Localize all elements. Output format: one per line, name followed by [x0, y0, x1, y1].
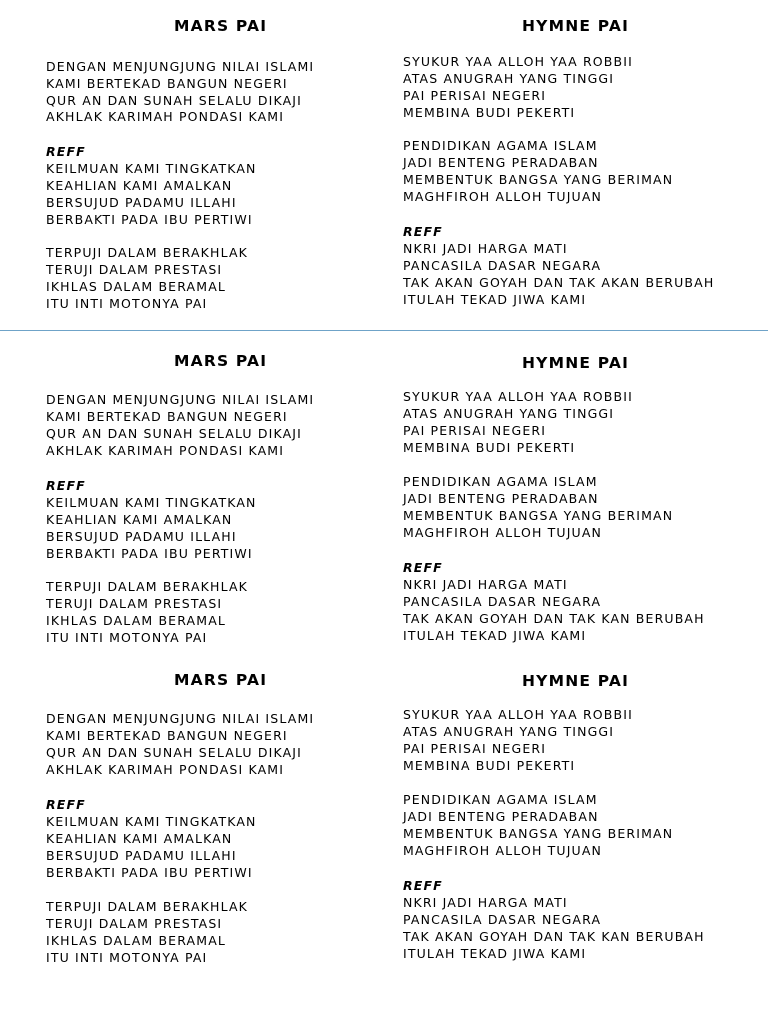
lyric-line: KAMI BERTEKAD BANGUN NEGERI: [46, 76, 288, 91]
lyric-line: MEMBINA BUDI PEKERTI: [403, 105, 576, 120]
lyric-line: SYUKUR YAA ALLOH YAA ROBBII: [403, 54, 633, 69]
lyric-line: ITU INTI MOTONYA PAI: [46, 296, 208, 311]
lyric-line: NKRI JADI HARGA MATI: [403, 241, 568, 256]
lyric-line: ATAS ANUGRAH YANG TINGGI: [403, 71, 615, 86]
lyric-line: KEAHLIAN KAMI AMALKAN: [46, 831, 233, 846]
lyric-line: PENDIDIKAN AGAMA ISLAM: [403, 792, 598, 807]
lyric-line: SYUKUR YAA ALLOH YAA ROBBII: [403, 389, 633, 404]
lyric-line: MAGHFIROH ALLOH TUJUAN: [403, 525, 603, 540]
lyric-line: ATAS ANUGRAH YANG TINGGI: [403, 406, 615, 421]
lyric-line: PANCASILA DASAR NEGARA: [403, 594, 602, 609]
lyric-line: KEAHLIAN KAMI AMALKAN: [46, 178, 233, 193]
lyric-line: PANCASILA DASAR NEGARA: [403, 258, 602, 273]
lyric-line: QUR AN DAN SUNAH SELALU DIKAJI: [46, 745, 302, 760]
reff-label: REFF: [403, 878, 443, 893]
lyric-line: TAK AKAN GOYAH DAN TAK KAN BERUBAH: [403, 929, 705, 944]
lyric-line: TERPUJI DALAM BERAKHLAK: [46, 579, 249, 594]
lyric-line: QUR AN DAN SUNAH SELALU DIKAJI: [46, 426, 302, 441]
lyric-line: TERPUJI DALAM BERAKHLAK: [46, 899, 249, 914]
hymne-title: HYMNE PAI: [522, 17, 630, 35]
lyric-line: IKHLAS DALAM BERAMAL: [46, 613, 227, 628]
lyric-line: MEMBINA BUDI PEKERTI: [403, 758, 576, 773]
lyric-line: TERPUJI DALAM BERAKHLAK: [46, 245, 249, 260]
lyric-line: TERUJI DALAM PRESTASI: [46, 596, 223, 611]
lyric-line: BERBAKTI PADA IBU PERTIWI: [46, 865, 253, 880]
mars-title: MARS PAI: [174, 671, 268, 689]
lyric-line: KEILMUAN KAMI TINGKATKAN: [46, 814, 257, 829]
lyric-line: KEILMUAN KAMI TINGKATKAN: [46, 161, 257, 176]
lyric-line: ITU INTI MOTONYA PAI: [46, 630, 208, 645]
lyric-line: MEMBENTUK BANGSA YANG BERIMAN: [403, 172, 674, 187]
lyric-line: MEMBENTUK BANGSA YANG BERIMAN: [403, 826, 674, 841]
lyric-line: PENDIDIKAN AGAMA ISLAM: [403, 474, 598, 489]
mars-title: MARS PAI: [174, 17, 268, 35]
lyric-line: KEILMUAN KAMI TINGKATKAN: [46, 495, 257, 510]
lyric-line: ATAS ANUGRAH YANG TINGGI: [403, 724, 615, 739]
lyric-line: DENGAN MENJUNGJUNG NILAI ISLAMI: [46, 392, 315, 407]
lyric-line: JADI BENTENG PERADABAN: [403, 809, 599, 824]
lyric-line: JADI BENTENG PERADABAN: [403, 491, 599, 506]
reff-label: REFF: [403, 560, 443, 575]
lyric-line: MAGHFIROH ALLOH TUJUAN: [403, 843, 603, 858]
reff-label: REFF: [46, 478, 86, 493]
lyric-line: BERSUJUD PADAMU ILLAHI: [46, 195, 237, 210]
lyric-line: NKRI JADI HARGA MATI: [403, 895, 568, 910]
lyric-line: KAMI BERTEKAD BANGUN NEGERI: [46, 409, 288, 424]
lyric-line: TERUJI DALAM PRESTASI: [46, 916, 223, 931]
lyric-line: TERUJI DALAM PRESTASI: [46, 262, 223, 277]
lyric-line: PANCASILA DASAR NEGARA: [403, 912, 602, 927]
lyric-line: BERBAKTI PADA IBU PERTIWI: [46, 546, 253, 561]
reff-label: REFF: [46, 797, 86, 812]
lyric-line: BERSUJUD PADAMU ILLAHI: [46, 848, 237, 863]
lyric-line: KAMI BERTEKAD BANGUN NEGERI: [46, 728, 288, 743]
lyric-line: PAI PERISAI NEGERI: [403, 88, 547, 103]
lyric-line: ITU INTI MOTONYA PAI: [46, 950, 208, 965]
lyric-line: KEAHLIAN KAMI AMALKAN: [46, 512, 233, 527]
lyric-line: NKRI JADI HARGA MATI: [403, 577, 568, 592]
lyric-line: QUR AN DAN SUNAH SELALU DIKAJI: [46, 93, 302, 108]
lyric-line: PAI PERISAI NEGERI: [403, 423, 547, 438]
section-divider: [0, 330, 768, 331]
lyric-line: DENGAN MENJUNGJUNG NILAI ISLAMI: [46, 711, 315, 726]
lyric-line: ITULAH TEKAD JIWA KAMI: [403, 292, 587, 307]
reff-label: REFF: [403, 224, 443, 239]
hymne-title: HYMNE PAI: [522, 672, 630, 690]
lyric-line: MAGHFIROH ALLOH TUJUAN: [403, 189, 603, 204]
hymne-title: HYMNE PAI: [522, 354, 630, 372]
lyric-line: JADI BENTENG PERADABAN: [403, 155, 599, 170]
lyric-line: ITULAH TEKAD JIWA KAMI: [403, 946, 587, 961]
lyric-line: PENDIDIKAN AGAMA ISLAM: [403, 138, 598, 153]
lyric-line: MEMBINA BUDI PEKERTI: [403, 440, 576, 455]
lyric-line: AKHLAK KARIMAH PONDASI KAMI: [46, 443, 285, 458]
lyric-line: IKHLAS DALAM BERAMAL: [46, 933, 227, 948]
reff-label: REFF: [46, 144, 86, 159]
lyric-line: IKHLAS DALAM BERAMAL: [46, 279, 227, 294]
lyric-line: DENGAN MENJUNGJUNG NILAI ISLAMI: [46, 59, 315, 74]
lyric-line: MEMBENTUK BANGSA YANG BERIMAN: [403, 508, 674, 523]
lyric-line: SYUKUR YAA ALLOH YAA ROBBII: [403, 707, 633, 722]
lyric-line: BERBAKTI PADA IBU PERTIWI: [46, 212, 253, 227]
lyric-line: BERSUJUD PADAMU ILLAHI: [46, 529, 237, 544]
mars-title: MARS PAI: [174, 352, 268, 370]
lyric-line: PAI PERISAI NEGERI: [403, 741, 547, 756]
lyric-line: ITULAH TEKAD JIWA KAMI: [403, 628, 587, 643]
lyric-line: TAK AKAN GOYAH DAN TAK KAN BERUBAH: [403, 611, 705, 626]
lyric-line: TAK AKAN GOYAH DAN TAK AKAN BERUBAH: [403, 275, 715, 290]
lyric-line: AKHLAK KARIMAH PONDASI KAMI: [46, 109, 285, 124]
lyric-line: AKHLAK KARIMAH PONDASI KAMI: [46, 762, 285, 777]
